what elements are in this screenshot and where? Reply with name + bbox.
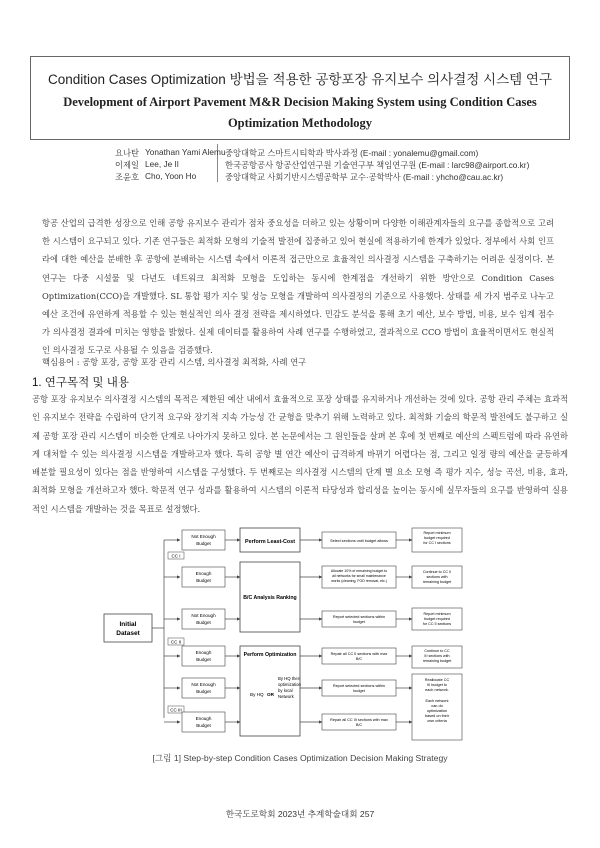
result-text: remaining budget <box>422 659 452 663</box>
result-text: each network. <box>425 688 449 692</box>
author-name-ko: 조윤호 <box>115 172 140 182</box>
budget-label: Enough <box>195 650 212 655</box>
by-hq-then-label: Network <box>278 694 294 699</box>
budget-label: Enough <box>195 571 212 576</box>
result-text: remaining budget <box>422 580 452 584</box>
result-text: for CC II sections <box>422 622 452 626</box>
result-text: for CC I sections <box>423 541 451 545</box>
author-name-en: Lee, Je Il <box>145 159 179 169</box>
action-text: Report selected sections within <box>332 684 386 688</box>
cc-label: CC II <box>170 639 182 645</box>
title-english: Development of Airport Pavement M&R Decision Making System using Condition Cases Optimization Methodology <box>63 95 537 130</box>
action-text: Report selected sections within <box>332 615 386 619</box>
budget-boxes <box>182 530 225 732</box>
by-hq-then-label: optimization <box>278 682 301 687</box>
action-text: B/C <box>355 657 363 661</box>
initial-dataset-label: Dataset <box>116 630 140 637</box>
action-text: budget <box>353 689 365 693</box>
result-text: budget required <box>424 536 450 540</box>
budget-label: Enough <box>195 716 212 721</box>
result-text: III sections with <box>424 654 450 658</box>
by-hq-then-label: by local <box>278 688 293 693</box>
result-text: Continue to CC II <box>422 570 452 574</box>
result-text: optimization <box>426 709 448 713</box>
action-text: B/C <box>355 723 363 727</box>
author-affiliation: 중앙대학교 스마트시티학과 박사과정 (E-mail : yonalemu@gmail.com) <box>225 148 479 158</box>
action-text: Allocate 10% of remaining budget to <box>330 569 388 573</box>
flowchart-figure <box>100 522 500 748</box>
author-name-en: Cho, Yoon Ho <box>145 171 197 181</box>
result-text: Report minimum <box>423 612 451 616</box>
action-text: Repair all CC II sections with max <box>330 652 388 656</box>
initial-dataset-box <box>104 614 152 642</box>
action-text: all networks for small maintenance <box>332 574 386 578</box>
action-text: Select sections until budget allows <box>330 539 388 543</box>
section-title: 1. 연구목적 및 내용 <box>32 377 129 389</box>
body-paragraph: 공항 포장 유지보수 의사결정 시스템의 목적은 제한된 예산 내에서 효율적으로 포장 상태를 유지하거나 개선하는 것에 있다. 공항 관리 주체는 효과적인 유지보수 전략을 수립하여 단기적 요구와 장기적 지속 가능성 간 균형을 맞추기 위해 노력하고 있다. 최적화 기술의 학문적 발전에도 불구하고 실제 공항 포장 관리 시스템이 비슷한 단계로 나아가지 못하고 있다. 본 논문에서는 그 원인들을 살펴 본 후에 첫 번째로 예산의 스펙트럼에 따라 유연하게 대처할 수 있는 의사결정 시스템을 개발하고자 했다. 특히 공항 별 연간 예산이 급격하게 바뀌기 어렵다는 점, 그리고 일정 량의 예산을 균등하게 배분할 필요성이 있다는 점을 반영하여 시스템을 구성했다. 두 번째로는 의사결정 시스템의 단계 별 요소 모형 즉 평가 지수, 성능 곡선, 비용, 효과, 최적화 모형을 개선하고자 했다. 학문적 연구 성과를 활용하여 시스템의 이론적 타당성과 합리성을 높이는 동시에 실무자들의 요구를 반영하여 실용적인 시스템을 개발하는 것을 목표로 설정했다. <box>32 394 568 514</box>
initial-dataset-label: Initial <box>119 621 137 628</box>
optimization-label: Perform Optimization <box>243 652 297 658</box>
result-text: sections with <box>426 575 448 579</box>
by-hq-then-label: By HQ then <box>278 676 301 681</box>
action-text: works (cleaning, FOD removal, etc.) <box>331 579 387 583</box>
page-footer: 한국도로학회 2023년 추계학술대회 257 <box>225 809 375 819</box>
budget-label: Budget <box>196 657 211 662</box>
author-name-ko: 요나탄 <box>115 148 140 158</box>
author-name-ko: 이제일 <box>115 160 140 170</box>
budget-label: Budget <box>196 689 211 694</box>
result-text: III budget to <box>426 683 448 687</box>
result-text: budget required <box>424 617 450 621</box>
budget-label: Budget <box>196 723 211 728</box>
budget-label: Not Enough <box>191 534 216 539</box>
result-text: can do <box>431 704 443 708</box>
abstract: 항공 산업의 급격한 성장으로 인해 공항 유지보수 관리가 점차 중요성을 더하고 있는 상황이며 다양한 이해관계자들의 요구를 종합적으로 고려한 시스템이 요구되고 있다. 기존 연구들은 최적화 모형의 기술적 발전에 집중하고 있어 현실에 적용하기에 한계가 있었다. 정부에서 사회 인프라에 대한 예산을 분배한 후 공항에 분배하는 시스템 속에서 이론적 접근만으로 효율적인 의사결정 시스템을 구축하기는 어려운 실정이다. 본 연구는 다중 시설물 및 다년도 네트워크 최적화 모형을 도입하는 동시에 한계점을 개선하기 위한 방안으로 Condition Cases Optimization(CCO)을 개발했다. SL 통합 평가 지수 및 성능 모형을 개발하여 의사결정의 기준으로 사용했다. 상태를 세 가지 범주로 나누고 예산 조건에 유연하게 적용할 수 있는 현실적인 의사 결정 전략을 제시하였다. 민감도 분석을 통해 초기 예산, 보수 방법, 비용, 보수 임계 점수가 의사결정 결과에 미치는 영향을 밝혔다. 실제 데이터를 활용하여 사례 연구를 수행하였고, 결과적으로 CCO 방법이 효율적이면서도 현실적인 의사결정 도구로 사용될 수 있음을 검증했다. <box>42 218 554 356</box>
result-text: Each network <box>425 699 449 703</box>
least-cost-label: Perform Least-Cost <box>244 539 296 545</box>
by-hq-label: By HQ <box>250 692 264 697</box>
budget-label: Not Enough <box>191 682 216 687</box>
action-boxes <box>322 532 396 730</box>
budget-label: Budget <box>196 541 211 546</box>
budget-label: Budget <box>196 620 211 625</box>
result-text: based on their <box>424 714 450 718</box>
cc-label: CC I <box>171 553 181 559</box>
keywords: 핵심용어 : 공항 포장, 공항 포장 관리 시스템, 의사결정 최적화, 사례 연구 <box>42 357 307 367</box>
title-korean: Condition Cases Optimization 방법을 적용한 공항포장 유지보수 의사결정 시스템 연구 <box>47 72 553 87</box>
author-affiliation: 중앙대학교 사회기반시스템공학부 교수·공학박사 (E-mail : yhcho@cau.ac.kr) <box>225 172 504 182</box>
author-affiliation: 한국공항공사 항공산업연구원 기술연구부 책임연구원 (E-mail : larc98@airport.co.kr) <box>225 160 530 170</box>
action-text: budget <box>353 620 365 624</box>
budget-label: Not Enough <box>191 613 216 618</box>
or-label: OR <box>267 692 274 697</box>
author-name-en: Yonathan Yami Alemu <box>145 147 226 157</box>
result-text: own criteria <box>427 719 447 723</box>
result-text: Report minimum <box>423 531 451 535</box>
cc-label: CC III <box>170 707 182 713</box>
result-text: Reallocate CC <box>424 678 450 682</box>
bc-ranking-label: B/C Analysis Ranking <box>243 595 297 601</box>
figure-caption: [그림 1] Step-by-step Condition Cases Optimization Decision Making Strategy <box>152 753 448 763</box>
budget-label: Budget <box>196 578 211 583</box>
action-text: Repair all CC III sections with max <box>330 718 388 722</box>
result-text: Continue to CC <box>424 649 450 653</box>
